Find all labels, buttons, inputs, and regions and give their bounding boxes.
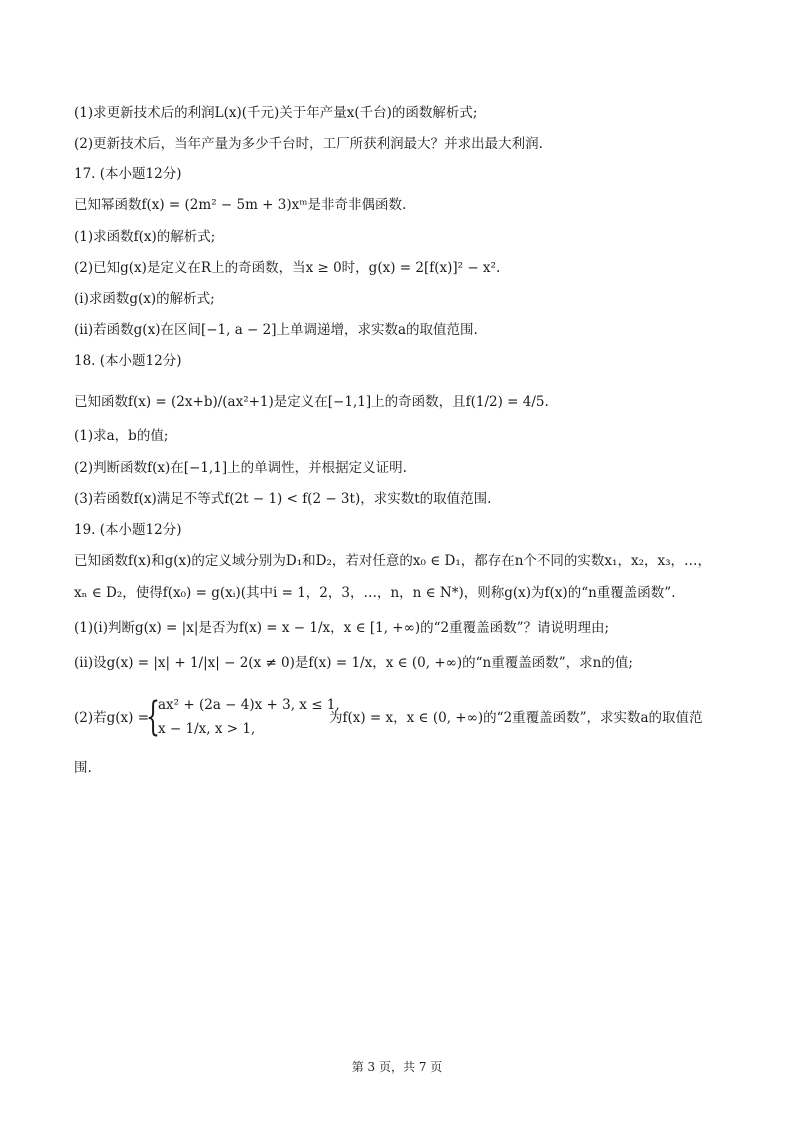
q18-part3: (3)若函数f(x)满足不等式f(2t − 1) < f(2 − 3t)，求实数t的取值范围. [74, 491, 492, 507]
piecewise-case-2: x − 1/x, x > 1, [158, 721, 256, 737]
q17-part2-ii: (ii)若函数g(x)在区间[−1, a − 2]上单调递增，求实数a的取值范围. [74, 322, 478, 338]
page-number: 第 3 页，共 7 页 [351, 1060, 443, 1074]
q19-part1-ii: (ii)设g(x) = |x| + 1/|x| − 2(x ≠ 0)是f(x) = 1/x，x ∈ (0, +∞)的“n重覆盖函数”，求n的值; [74, 655, 633, 671]
q19-part2-piecewise [74, 693, 734, 745]
q17-part2-i: (i)求函数g(x)的解析式; [74, 291, 215, 307]
piecewise-prefix: (2)若g(x) = [74, 710, 150, 726]
piecewise-suffix: 为f(x) = x，x ∈ (0, +∞)的“2重覆盖函数”，求实数a的取值范 [329, 710, 703, 726]
q17-part2: (2)已知g(x)是定义在R上的奇函数，当x ≥ 0时，g(x) = 2[f(x)]² − x². [74, 260, 501, 276]
q19-part2-tail: 围. [74, 760, 92, 776]
q16-part2: (2)更新技术后，当年产量为多少千台时，工厂所获利润最大？并求出最大利润. [74, 136, 543, 152]
document-page [74, 0, 734, 1122]
q18-stem: 已知函数f(x) = (2x+b)/(ax²+1)是定义在[−1,1]上的奇函数，且f(1/2) = 4/5. [74, 394, 549, 410]
q19-stem-line1: 已知函数f(x)和g(x)的定义域分别为D₁和D₂，若对任意的x₀ ∈ D₁，都存在n个不同的实数x₁，x₂，x₃，…， [74, 553, 712, 569]
q19-heading: 19. (本小题12分) [74, 522, 182, 538]
left-brace-icon: { [146, 694, 160, 740]
q19-stem-line2: xₙ ∈ D₂，使得f(x₀) = g(xᵢ)(其中i = 1，2，3，…，n，n ∈ N*)，则称g(x)为f(x)的“n重覆盖函数”. [74, 585, 676, 601]
q19-part1-i: (1)(i)判断g(x) = |x|是否为f(x) = x − 1/x，x ∈ [1, +∞)的“2重覆盖函数”？请说明理由; [74, 620, 610, 636]
q17-heading: 17. (本小题12分) [74, 166, 182, 182]
q17-stem: 已知幂函数f(x) = (2m² − 5m + 3)xᵐ是非奇非偶函数. [74, 197, 407, 213]
q18-heading: 18. (本小题12分) [74, 353, 182, 369]
q18-part2: (2)判断函数f(x)在[−1,1]上的单调性，并根据定义证明. [74, 460, 407, 476]
q16-part1: (1)求更新技术后的利润L(x)(千元)关于年产量x(千台)的函数解析式; [74, 105, 478, 121]
q17-part1: (1)求函数f(x)的解析式; [74, 229, 216, 245]
piecewise-case-1: ax² + (2a − 4)x + 3, x ≤ 1, [158, 697, 340, 713]
q18-part1: (1)求a，b的值; [74, 428, 169, 444]
